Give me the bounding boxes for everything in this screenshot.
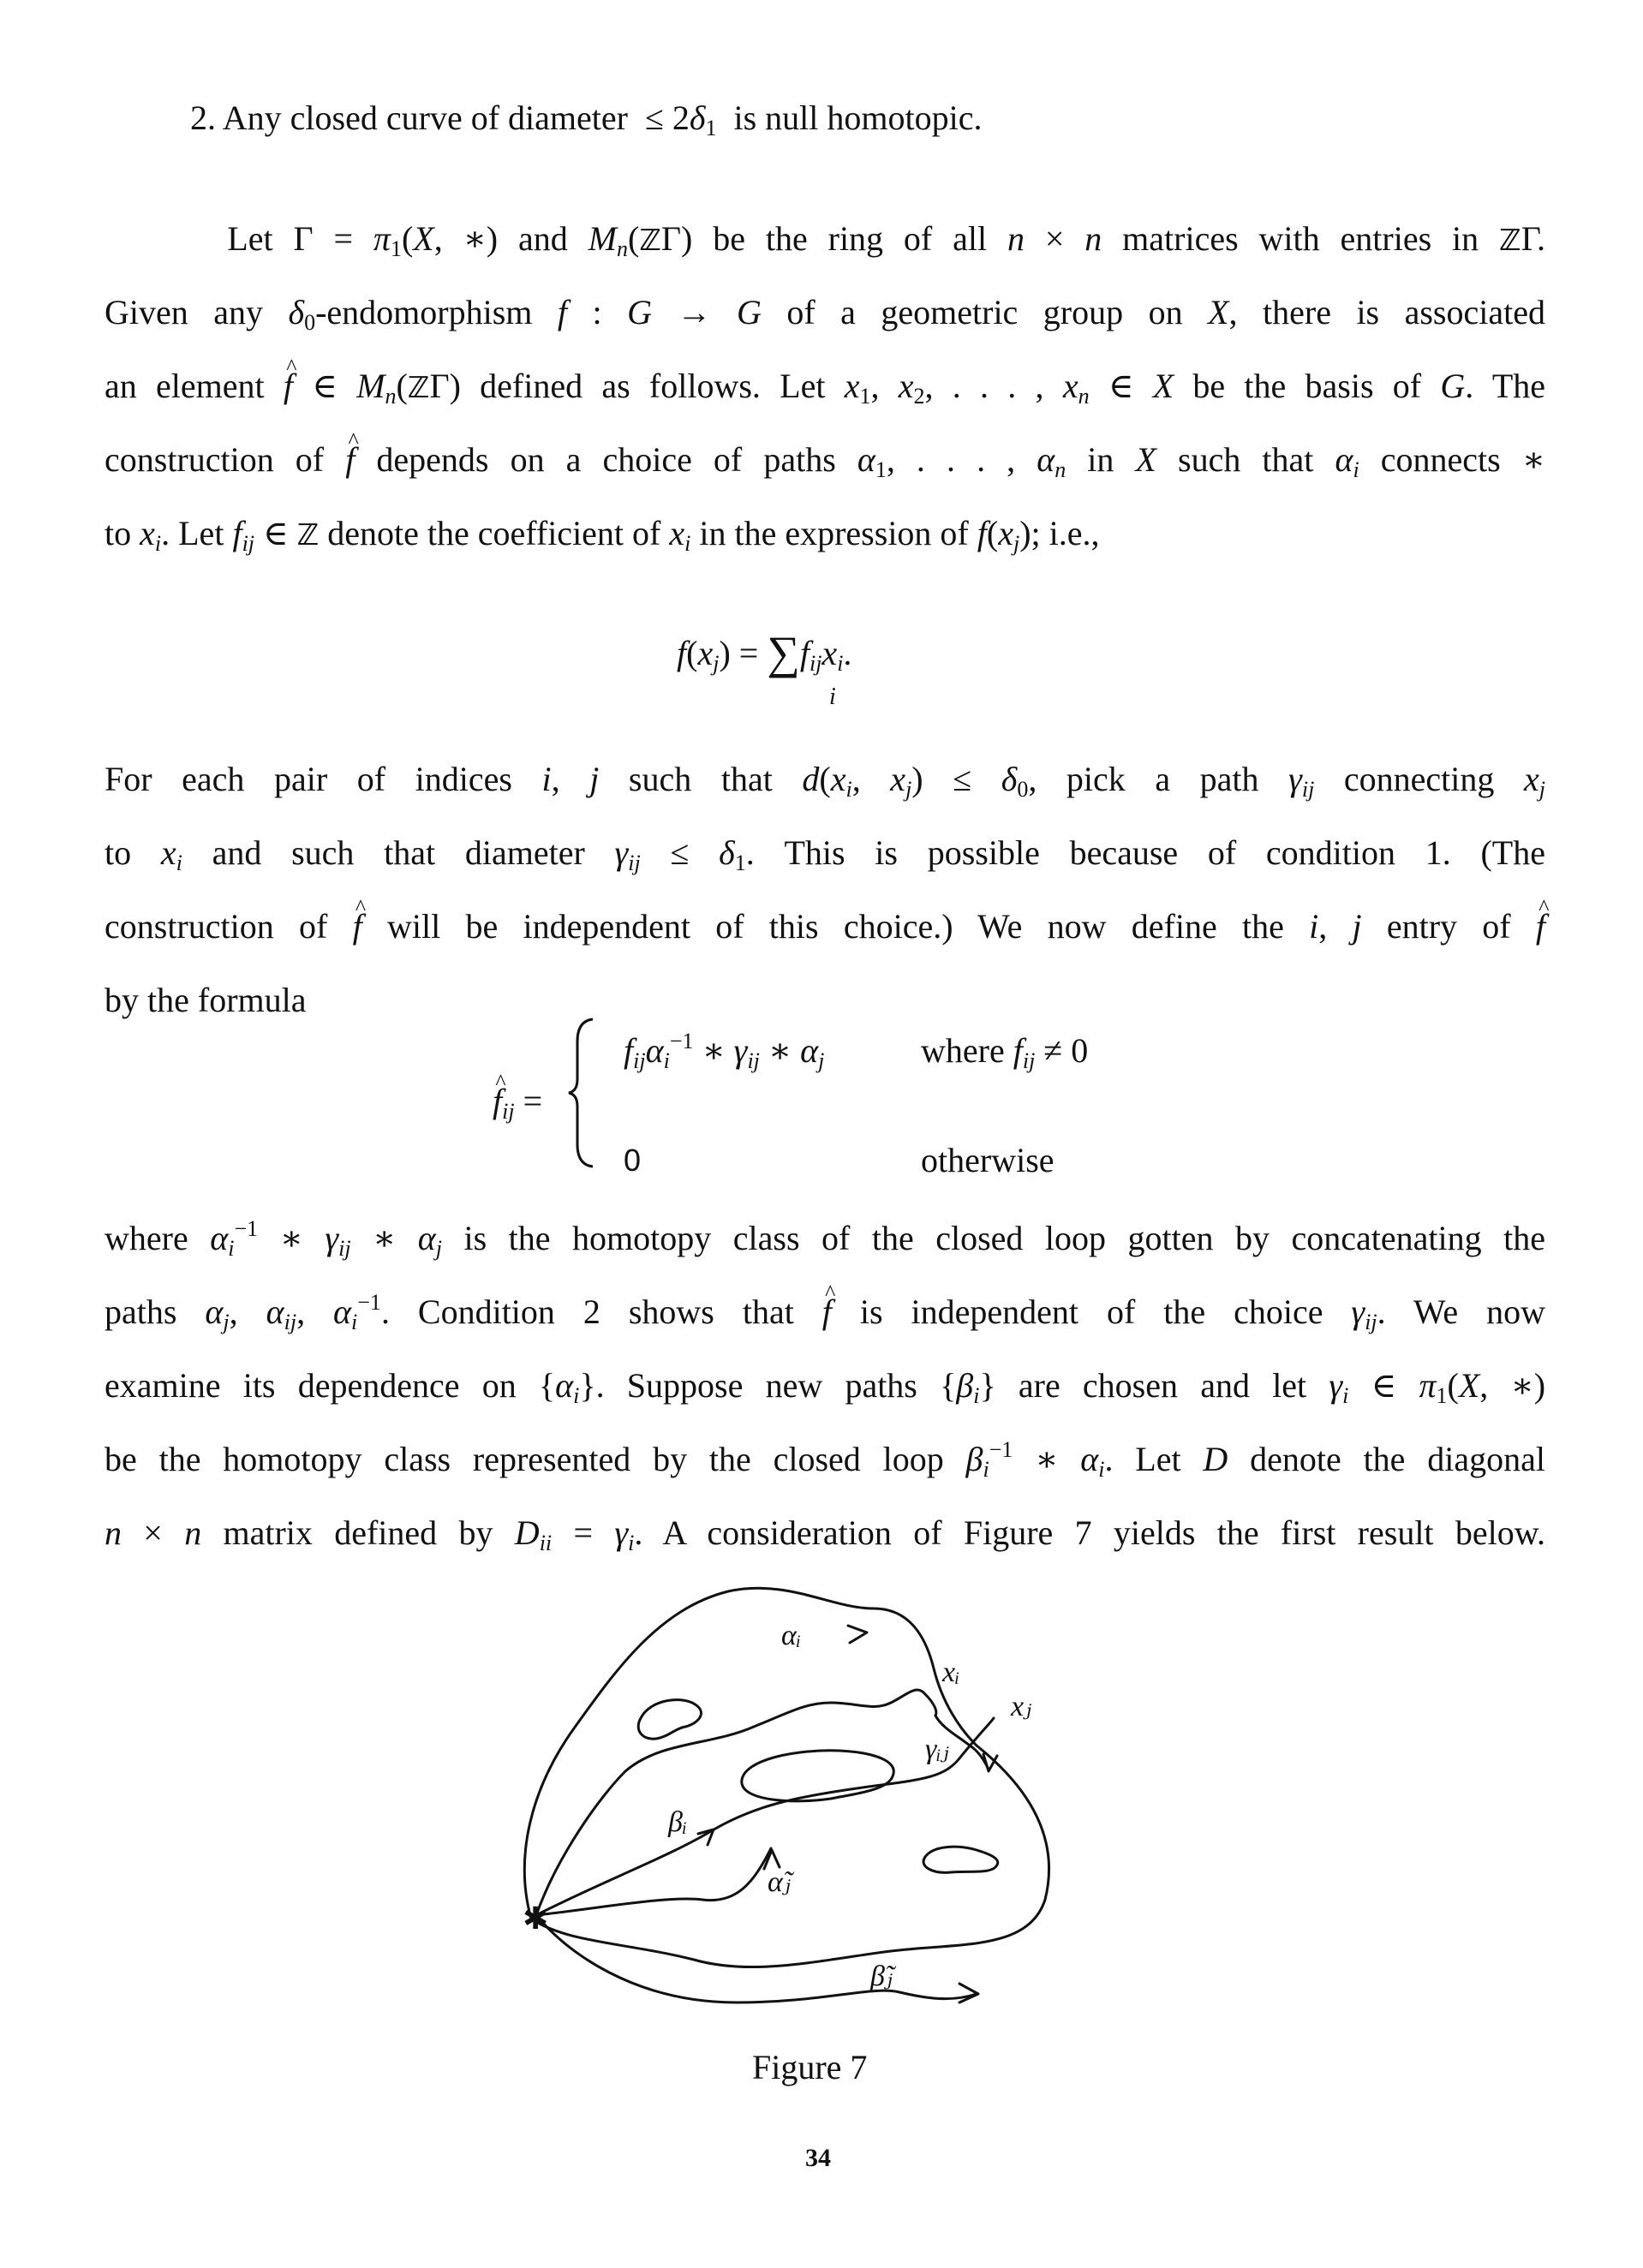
eq2-brace [565, 1016, 600, 1170]
label-x-j: xⱼ [1011, 1691, 1032, 1722]
eq2-lhs: ^ $f_{ij}$ = [493, 1081, 542, 1122]
figure-7-diagram [497, 1574, 1096, 2020]
label-alpha-j: α̃ⱼ [768, 1866, 791, 1898]
para3-line-3: examine its dependence on $\{\alpha_i\}$. Suppose new paths $\{\beta_i\}$ are chosen and let $\gamma_i$ ∈ $\pi_1(X$, ∗) [105, 1366, 1546, 1408]
para1-line-5: to $x_i$. Let $f_{ij}$ ∈ ℤ denote the coefficient of $x_i$ in the expression of $f(x_j)$; i.e., [105, 514, 1100, 556]
page-number: 34 [805, 2144, 831, 2172]
label-x-i: xᵢ [942, 1656, 960, 1688]
para1-line-3: an element ^ f ∈ $M_n(ℤ\Gamma)$ defined as follows. Let $x_1$, $x_2$, . . . , $x_n$ ∈ X be the basis of G. The [105, 366, 1545, 409]
eq2-cond-1: where $f_{ij} \ne 0$ [921, 1031, 1089, 1073]
hole-1 [638, 1700, 701, 1740]
base-point-star: ✱ [523, 1901, 549, 1937]
eq2-case-2: 0 [624, 1143, 642, 1178]
para1-line-2: Given any $\delta_0$-endomorphism f : G → G of a geometric group on X, there is associated [105, 293, 1545, 335]
para1-line-1: Let $\Gamma = \pi_1(X$, ∗) and $M_n(ℤ\Gamma)$ be the ring of all n × n matrices with entries in ℤΓ. [105, 219, 1546, 261]
para2-line-1: For each pair of indices i, j such that $d(x_i$, $x_j) \le \delta_0$, pick a path $\gamma_{ij}$ connecting $x_j$ [105, 760, 1545, 802]
para3-line-4: be the homotopy class represented by the closed loop $\beta_i^{-1}$ ∗ $\alpha_i$. Let D denote the diagonal [105, 1437, 1545, 1482]
eq2-case-1: $f_{ij}\alpha_i^{-1}$ ∗ $\gamma_{ij}$ ∗ $\alpha_j$ [624, 1029, 825, 1073]
equation-1: $f(x_j) = \sum f_{ij}x_i$. i [677, 627, 852, 710]
para3-line-1: where $\alpha_i^{-1}$ ∗ $\gamma_{ij}$ ∗ $\alpha_j$ is the homotopy class of the closed loop gotten by concatenating the [105, 1216, 1546, 1261]
path-beta-j [536, 1915, 977, 2002]
path-alpha-j [536, 1848, 771, 1915]
arrow-beta-j [959, 1984, 978, 2002]
label-beta-j: β̃ⱼ [870, 1961, 893, 1992]
para3-line-5: n × n matrix defined by $D_{ii} = \gamma_i$. A consideration of Figure 7 yields the first result below. [105, 1513, 1546, 1555]
arrow-alpha-i [848, 1626, 867, 1643]
item-2: 2. Any closed curve of diameter ≤ $2\delta_1$ is null homotopic. [190, 98, 983, 140]
eq2-cond-2: otherwise [921, 1141, 1055, 1179]
path-alpha-i [536, 1690, 936, 1915]
para1-line-4: construction of ^ f depends on a choice of paths $\alpha_1$, . . . , $\alpha_n$ in X such that $\alpha_i$ connects ∗ [105, 439, 1545, 480]
label-beta-i: βᵢ [668, 1806, 688, 1838]
label-alpha-i: αᵢ [781, 1620, 802, 1651]
figure-caption: Figure 7 [752, 2048, 868, 2086]
para2-line-4: by the formula [105, 981, 307, 1019]
para2-line-3: construction of ^ f will be independent of this choice.) We now define the i, j entry of ^ f [105, 906, 1545, 947]
label-gamma-ij: γᵢⱼ [925, 1734, 949, 1765]
hole-3 [923, 1847, 998, 1872]
para3-line-2: paths $\alpha_j$, $\alpha_{ij}$, $\alpha_i^{-1}$. Condition 2 shows that ^ f is independent of the choice $\gamma_{ij}$. We now [105, 1292, 1545, 1333]
para2-line-2: to $x_i$ and such that diameter $\gamma_{ij} \le \delta_1$. This is possible because of condition 1. (The [105, 833, 1545, 875]
